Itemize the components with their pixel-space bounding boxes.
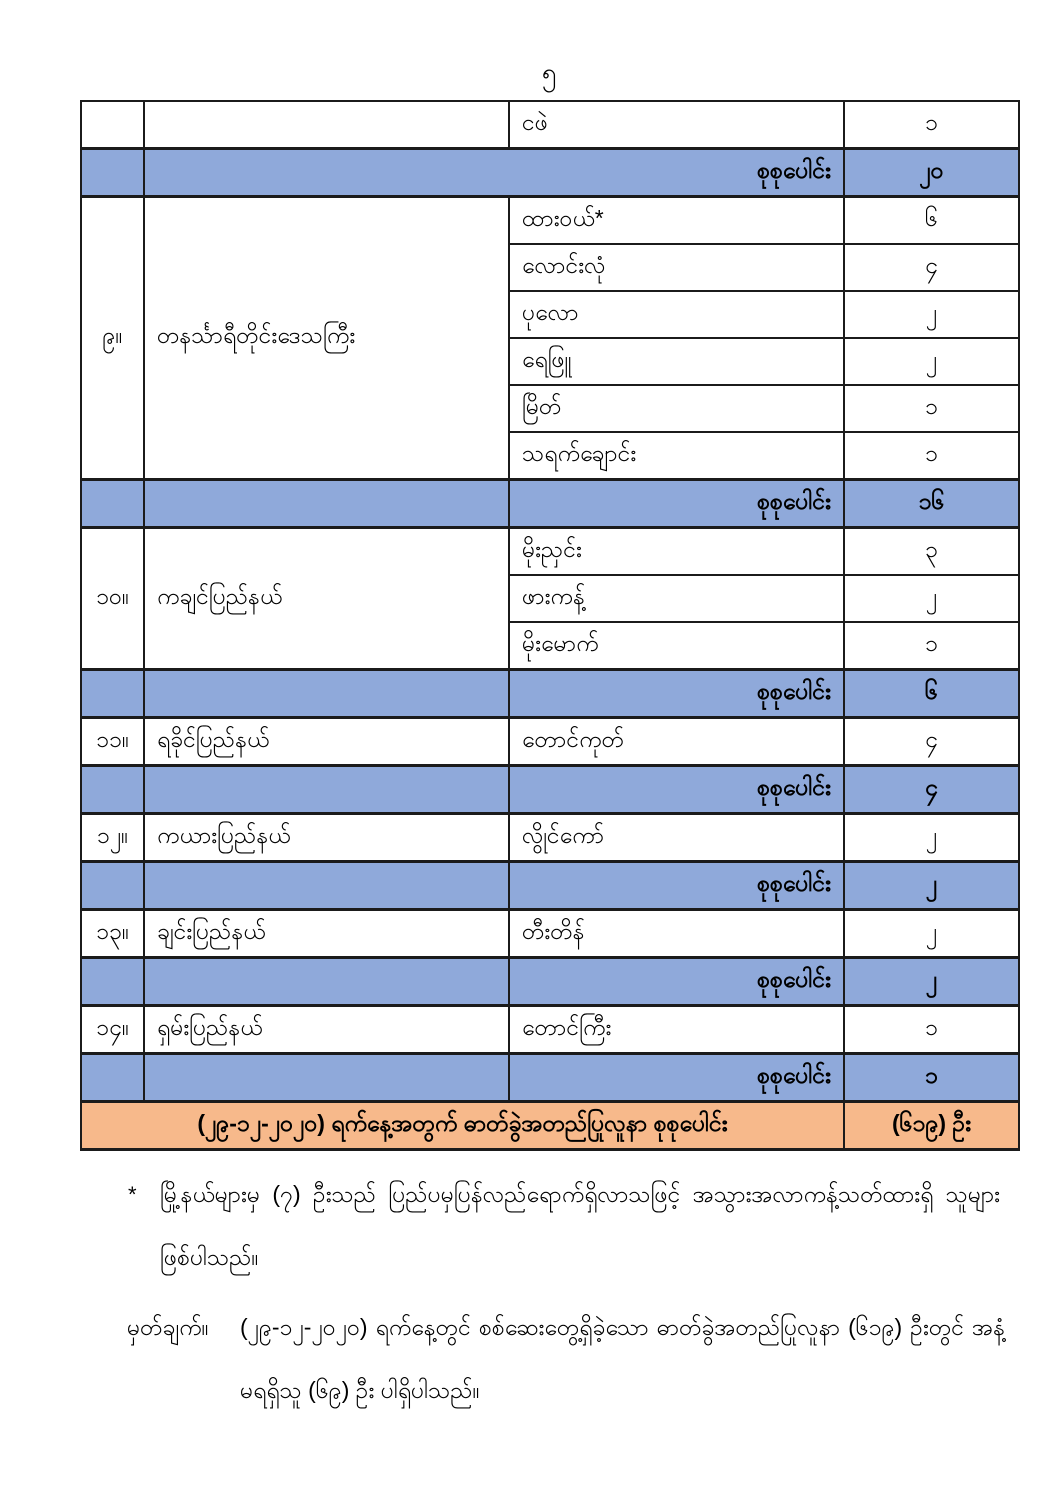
region-cell xyxy=(144,1054,509,1102)
township-cell: ပုလော xyxy=(509,291,844,338)
table-row xyxy=(81,528,1019,576)
table-row xyxy=(81,910,1019,958)
count-cell: ၂ xyxy=(844,575,1019,622)
subtotal-label: စုစုပေါင်း xyxy=(509,862,844,910)
subtotal-value: ၂ xyxy=(844,958,1019,1006)
table-row xyxy=(81,197,1019,245)
note-text: (၂၉-၁၂-၂၀၂၀) ရက်နေ့တွင် စစ်ဆေးတွေ့ရှိခဲ့သော ဓာတ်ခွဲအတည်ပြုလူနာ (၆၁၉) ဦးတွင် အနံ့မရရှိသူ (၆၉) ဦး ပါရှိပါသည်။ xyxy=(240,1314,1005,1403)
subtotal-value: ၄ xyxy=(844,766,1019,814)
region-cell xyxy=(144,766,509,814)
township-cell: မိုးမောက် xyxy=(509,622,844,670)
township-cell: ငဖဲ xyxy=(509,101,844,149)
note-label: မှတ်ချက်။ xyxy=(127,1314,209,1340)
page-number: ၅ xyxy=(541,57,557,87)
row-number-cell xyxy=(81,480,144,528)
township-cell: ဖားကန့် xyxy=(509,575,844,622)
footnote-note xyxy=(127,1296,1005,1422)
subtotal-row xyxy=(81,862,1019,910)
grand-total-row xyxy=(81,1102,1019,1150)
row-number-cell xyxy=(81,958,144,1006)
row-number-cell: ၁၁။ xyxy=(81,718,144,766)
count-cell: ၄ xyxy=(844,244,1019,291)
grand-total-value: (၆၁၉) ဦး xyxy=(844,1102,1019,1150)
count-cell: ၁ xyxy=(844,432,1019,480)
asterisk-footnote-text: မြို့နယ်များမှ (၇) ဦးသည် ပြည်ပမှပြန်လည်ရောက်ရှိလာသဖြင့် အသွားအလာကန့်သတ်ထားရှိ သူများ ဖြစ်ပါသည်။ xyxy=(160,1181,1000,1270)
count-cell: ၁ xyxy=(844,101,1019,149)
count-cell: ၂ xyxy=(844,338,1019,385)
subtotal-row xyxy=(81,480,1019,528)
region-cell: တနင်္သာရီတိုင်းဒေသကြီး xyxy=(144,197,509,480)
subtotal-value: ၁ xyxy=(844,1054,1019,1102)
subtotal-label: စုစုပေါင်း xyxy=(509,1054,844,1102)
region-cell: ရှမ်းပြည်နယ် xyxy=(144,1006,509,1054)
subtotal-label: စုစုပေါင်း xyxy=(509,670,844,718)
township-cell: တီးတိန် xyxy=(509,910,844,958)
count-cell: ၁ xyxy=(844,1006,1019,1054)
subtotal-row xyxy=(81,1054,1019,1102)
count-cell: ၄ xyxy=(844,718,1019,766)
subtotal-label: စုစုပေါင်း xyxy=(144,149,844,197)
region-cell xyxy=(144,670,509,718)
row-number-cell: ၁၂။ xyxy=(81,814,144,862)
table-row xyxy=(81,101,1019,149)
subtotal-label: စုစုပေါင်း xyxy=(509,480,844,528)
table-row xyxy=(81,1006,1019,1054)
subtotal-value: ၁၆ xyxy=(844,480,1019,528)
region-cell: ရခိုင်ပြည်နယ် xyxy=(144,718,509,766)
count-cell: ၂ xyxy=(844,814,1019,862)
count-cell: ၆ xyxy=(844,197,1019,245)
table-row xyxy=(81,814,1019,862)
region-cell: ကချင်ပြည်နယ် xyxy=(144,528,509,670)
township-cell: ရေဖြူ xyxy=(509,338,844,385)
row-number-cell xyxy=(81,1054,144,1102)
row-number-cell xyxy=(81,149,144,197)
case-count-table xyxy=(80,100,1020,1151)
asterisk-marker: * xyxy=(128,1182,137,1207)
footnote-asterisk xyxy=(128,1163,1000,1289)
count-cell: ၁ xyxy=(844,622,1019,670)
row-number-cell: ၁၃။ xyxy=(81,910,144,958)
subtotal-row xyxy=(81,670,1019,718)
subtotal-row xyxy=(81,149,1019,197)
row-number-cell: ၉။ xyxy=(81,197,144,480)
region-cell xyxy=(144,958,509,1006)
township-cell: တောင်ကုတ် xyxy=(509,718,844,766)
subtotal-value: ၂၀ xyxy=(844,149,1019,197)
table-row xyxy=(81,718,1019,766)
region-cell: ကယားပြည်နယ် xyxy=(144,814,509,862)
subtotal-value: ၂ xyxy=(844,862,1019,910)
row-number-cell: ၁၀။ xyxy=(81,528,144,670)
township-cell: ထားဝယ်* xyxy=(509,197,844,245)
row-number-cell xyxy=(81,670,144,718)
count-cell: ၂ xyxy=(844,910,1019,958)
row-number-cell: ၁၄။ xyxy=(81,1006,144,1054)
row-number-cell xyxy=(81,862,144,910)
row-number-cell xyxy=(81,766,144,814)
count-cell: ၃ xyxy=(844,528,1019,576)
count-cell: ၂ xyxy=(844,291,1019,338)
region-cell: ချင်းပြည်နယ် xyxy=(144,910,509,958)
township-cell: မိုးညှင်း xyxy=(509,528,844,576)
subtotal-label: စုစုပေါင်း xyxy=(509,766,844,814)
township-cell: လောင်းလုံ xyxy=(509,244,844,291)
region-cell xyxy=(144,101,509,149)
count-cell: ၁ xyxy=(844,385,1019,432)
grand-total-label: (၂၉-၁၂-၂၀၂၀) ရက်နေ့အတွက် ဓာတ်ခွဲအတည်ပြုလူနာ စုစုပေါင်း xyxy=(81,1102,844,1150)
subtotal-row xyxy=(81,766,1019,814)
row-number-cell xyxy=(81,101,144,149)
township-cell: သရက်ချောင်း xyxy=(509,432,844,480)
subtotal-row xyxy=(81,958,1019,1006)
region-cell xyxy=(144,862,509,910)
township-cell: လွိုင်ကော် xyxy=(509,814,844,862)
region-cell xyxy=(144,480,509,528)
subtotal-label: စုစုပေါင်း xyxy=(509,958,844,1006)
township-cell: မြိတ် xyxy=(509,385,844,432)
township-cell: တောင်ကြီး xyxy=(509,1006,844,1054)
subtotal-value: ၆ xyxy=(844,670,1019,718)
